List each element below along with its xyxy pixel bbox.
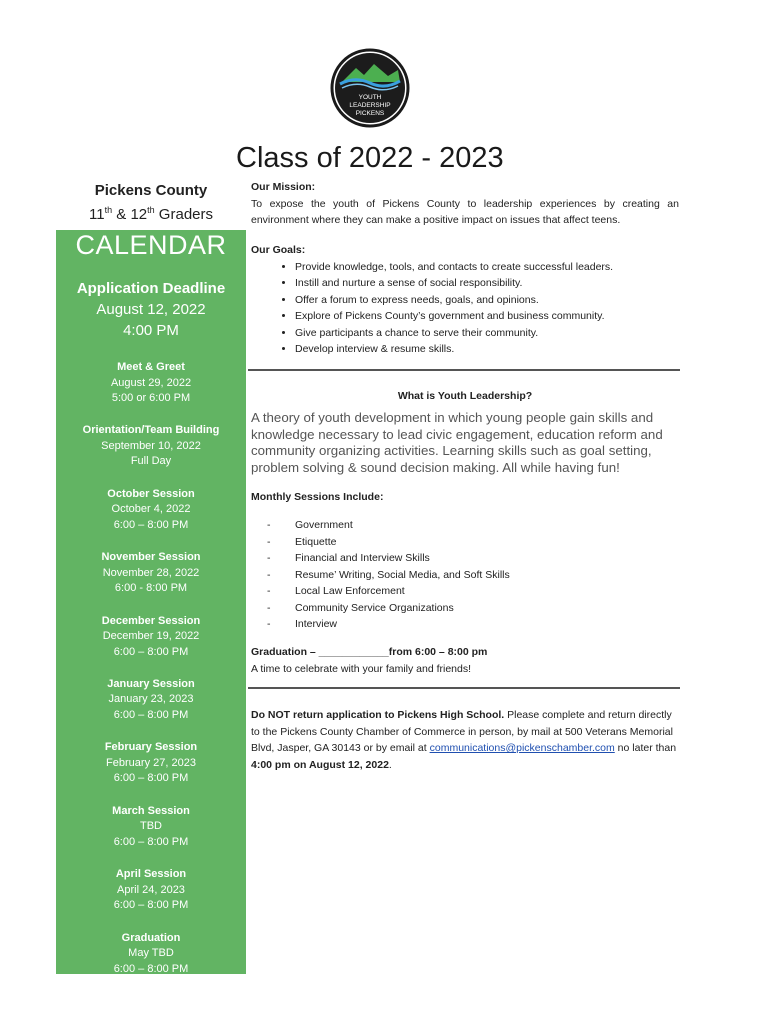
session-item: - Financial and Interview Skills — [295, 550, 679, 567]
event-name: October Session — [107, 487, 195, 500]
graduation-sub: A time to celebrate with your family and friends! — [251, 662, 472, 675]
event-name: December Session — [101, 614, 201, 627]
return-notice — [251, 707, 679, 773]
event-time: 6:00 - 8:00 PM — [114, 582, 188, 595]
event-date: August 29, 2022 — [110, 376, 192, 389]
session-item: - Etiquette — [295, 534, 679, 551]
session-item: - Government — [295, 517, 679, 534]
calendar-event — [56, 360, 246, 423]
notice-bold-deadline: 4:00 pm on August 12, 2022 — [251, 758, 389, 771]
event-time: 5:00 or 6:00 PM — [111, 392, 191, 404]
goals-section — [251, 242, 679, 358]
event-name: Orientation/Team Building — [82, 424, 220, 437]
notice-end: . — [388, 758, 392, 771]
event-date: TBD — [140, 820, 162, 833]
event-name: Graduation — [121, 931, 181, 944]
goals-list — [251, 259, 679, 358]
notice-text1: Please complete and return directly to the Pickens County Chamber of Commerce in person, by mail at 500 Veterans Memorial Blvd, Jasper, GA 30143 or by email at — [251, 709, 673, 754]
graduation-line: Graduation – ____________from 6:00 – 8:00 pm — [251, 646, 488, 658]
event-time: 6:00 – 8:00 PM — [113, 518, 189, 531]
event-time: 6:00 – 8:00 PM — [113, 899, 189, 912]
calendar-events — [56, 360, 246, 994]
calendar-sidebar — [56, 230, 246, 974]
event-time: Full Day — [130, 455, 172, 468]
deadline-date: August 12, 2022 — [96, 301, 206, 318]
event-name: February Session — [104, 741, 198, 754]
goal-item: • Give participants a chance to serve their community. — [295, 325, 679, 342]
deadline-title: Application Deadline — [76, 280, 226, 297]
calendar-event — [56, 677, 246, 740]
session-item: - Resume’ Writing, Social Media, and Soft Skills — [295, 567, 679, 584]
event-date: November 28, 2022 — [102, 566, 200, 579]
grade2-sup: th — [147, 205, 155, 215]
event-time: 6:00 – 8:00 PM — [113, 772, 189, 785]
mission-heading: Our Mission: — [251, 181, 316, 193]
graduation-section — [251, 644, 679, 677]
calendar-event — [56, 614, 246, 677]
event-date: October 4, 2022 — [111, 503, 191, 516]
event-time: 6:00 – 8:00 PM — [113, 835, 189, 848]
event-time: 6:00 – 8:00 PM — [113, 962, 189, 975]
event-name: November Session — [101, 551, 201, 564]
youth-leadership-pickens-logo — [330, 48, 410, 128]
divider-1 — [248, 369, 680, 371]
event-date: April 24, 2023 — [117, 883, 185, 896]
event-name: March Session — [112, 804, 190, 817]
event-date: February 27, 2023 — [106, 756, 196, 769]
event-date: September 10, 2022 — [101, 439, 201, 452]
calendar-event — [56, 867, 246, 930]
email-link[interactable]: communications@pickenschamber.com — [429, 742, 615, 754]
event-name: Meet & Greet — [117, 361, 185, 373]
sessions-section — [251, 517, 679, 633]
mission-text: To expose the youth of Pickens County to leadership experiences by creating an environment where they can make a positive impact on issues that affect teens. — [251, 197, 679, 226]
logo-line1: YOUTH — [358, 94, 382, 101]
calendar-event — [56, 931, 246, 994]
calendar-event — [56, 740, 246, 803]
calendar-event — [56, 550, 246, 613]
event-name: January Session — [107, 677, 195, 690]
deadline-time: 4:00 PM — [123, 322, 179, 339]
session-item: - Local Law Enforcement — [295, 583, 679, 600]
logo-line3: PICKENS — [355, 110, 385, 117]
goals-heading: Our Goals: — [251, 244, 306, 256]
notice-bold-lead: Do NOT return application to Pickens High School. — [251, 709, 505, 721]
grades-heading — [56, 205, 246, 223]
grade1-num: 11 — [89, 206, 105, 223]
goal-item: • Develop interview & resume skills. — [295, 341, 679, 358]
session-item: - Community Service Organizations — [295, 600, 679, 617]
event-name: April Session — [115, 868, 187, 881]
session-item: - Interview — [295, 616, 679, 633]
divider-2 — [248, 687, 680, 689]
calendar-title: CALENDAR — [75, 230, 227, 260]
goal-item: • Offer a forum to express needs, goals, and opinions. — [295, 292, 679, 309]
grade1-sup: th — [104, 205, 113, 215]
event-date: May TBD — [128, 947, 174, 960]
mission-section — [251, 179, 679, 229]
goal-item: • Instill and nurture a sense of social responsibility. — [295, 275, 679, 292]
calendar-event — [56, 804, 246, 867]
goal-item: • Explore of Pickens County’s government and business community. — [295, 308, 679, 325]
class-title: Class of 2022 - 2023 — [236, 142, 504, 174]
county-heading: Pickens County — [94, 182, 208, 199]
grade-amp: & — [112, 206, 131, 223]
calendar-event — [56, 487, 246, 550]
what-heading: What is Youth Leadership? — [397, 390, 533, 402]
event-time: 6:00 – 8:00 PM — [113, 708, 189, 721]
sessions-heading: Monthly Sessions Include: — [251, 491, 384, 503]
calendar-event — [56, 423, 246, 486]
event-date: January 23, 2023 — [108, 693, 194, 706]
goal-item: • Provide knowledge, tools, and contacts to create successful leaders. — [295, 259, 679, 276]
event-time: 6:00 – 8:00 PM — [113, 645, 189, 658]
what-text: A theory of youth development in which young people gain skills and knowledge necessary to lead civic engagement, education reform and community organizing activities. Learning skills such as goal setting, problem solving & sound decision making. All while having fun! — [251, 410, 663, 475]
event-date: December 19, 2022 — [102, 630, 200, 643]
notice-text2: no later than — [614, 742, 677, 754]
sessions-list — [251, 517, 679, 633]
grade-word: Graders — [154, 206, 213, 223]
logo-line2: LEADERSHIP — [349, 102, 391, 109]
application-deadline — [56, 278, 246, 341]
grade2-num: 12 — [130, 206, 148, 223]
